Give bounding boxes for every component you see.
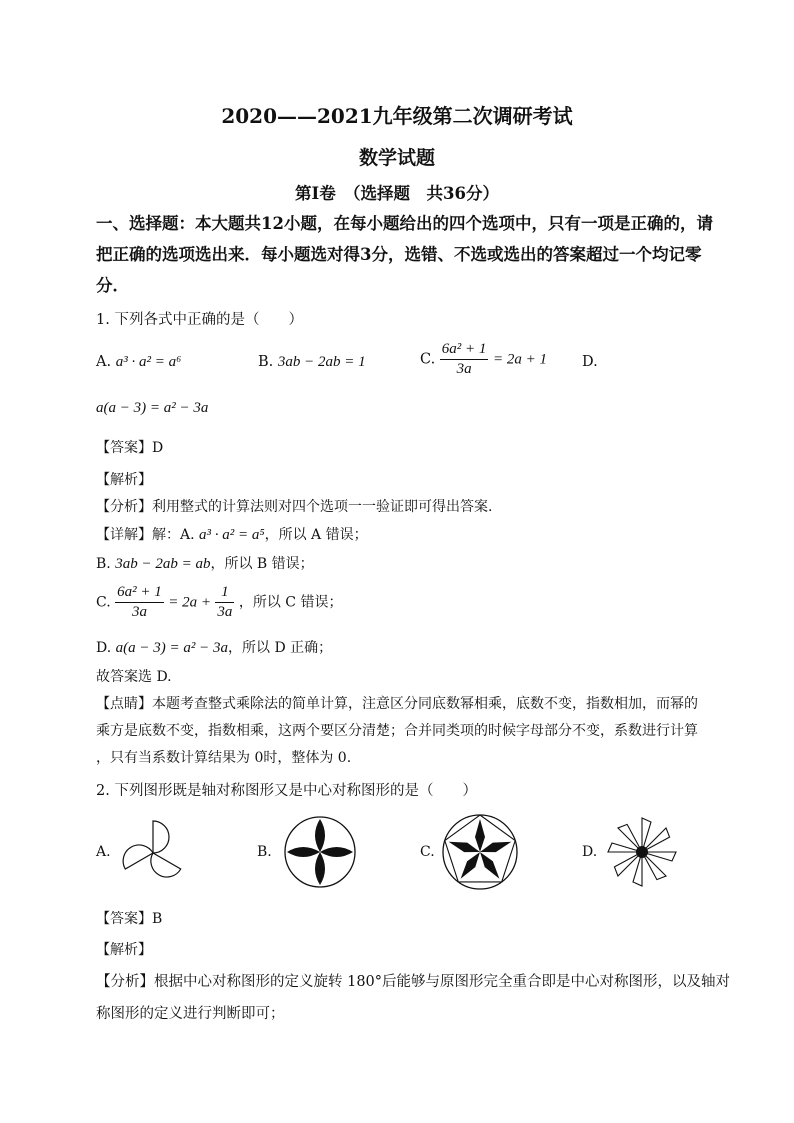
windmill-figure-d [602, 812, 682, 892]
q1-detail-a-expr: a³ · a² = a⁵ [199, 527, 265, 543]
q1-option-c [420, 340, 547, 379]
q2-fenxi-label: 【分析】 [96, 974, 154, 990]
section-title: 第Ⅰ卷 （选择题 共36分） [295, 184, 499, 203]
four-petal-circle-figure-b [282, 814, 358, 890]
q1-option-c-denominator: 3a [456, 360, 472, 377]
q1-option-d-expr: a(a − 3) = a² − 3a [96, 400, 209, 416]
q1-option-a [96, 354, 181, 371]
q1-stem: 1. 下列各式中正确的是（ ） [96, 312, 303, 328]
q1-answer-value: D [152, 440, 164, 456]
q2-option-c-label: C. [420, 844, 435, 860]
q1-option-c-fraction [440, 340, 489, 379]
page-title: 2020——2021九年级第二次调研考试 [221, 104, 573, 128]
q1-detail-a [96, 524, 368, 544]
q1-detail-c-mid: = 2a + [168, 594, 211, 611]
q2-option-a-figure [116, 816, 190, 890]
q2-fenxi-line2: 称图形的定义进行判断即可； [96, 1006, 285, 1022]
q1-dianjing-label: 【点睛】 [96, 696, 152, 712]
q1-answer-label: 【答案】 [96, 440, 152, 456]
q1-detail-label: 【详解】 [96, 527, 152, 543]
q1-detail-b-expr: 3ab − 2ab = ab [115, 556, 211, 572]
q2-analysis-label: 【解析】 [96, 942, 152, 958]
q1-option-b-expr: 3ab − 2ab = 1 [277, 354, 366, 370]
q1-detail-c-denominator: 3a [131, 603, 147, 620]
instructions-line3: 分． [96, 276, 129, 295]
q1-dianjing-line1 [96, 693, 698, 713]
q2-option-b-figure [282, 814, 358, 890]
q1-detail-d [96, 637, 332, 657]
q2-fenxi-text1: 根据中心对称图形的定义旋转 180°后能够与原图形完全重合即是中心对称图形，以及轴对 [154, 974, 731, 990]
q1-detail-c-tail: ，所以 C 错误； [238, 594, 343, 611]
q1-option-b [258, 354, 366, 371]
q1-detail-d-tail: ，所以 D 正确； [228, 640, 333, 656]
q1-option-a-label: A. [96, 354, 112, 370]
pinwheel-figure-a [116, 816, 190, 890]
q1-detail-b [96, 553, 314, 573]
q2-option-a-label: A. [96, 844, 111, 860]
q1-option-c-rhs: = 2a + 1 [493, 351, 548, 368]
q2-option-d-figure [602, 812, 682, 892]
q1-detail-b-tail: ，所以 B 错误； [210, 556, 314, 572]
q1-dianjing-line3: ，只有当系数计算结果为 0时，整体为 0. [96, 750, 352, 766]
q1-option-c-label: C. [420, 351, 436, 368]
q1-analysis-label: 【解析】 [96, 472, 152, 488]
q1-option-b-label: B. [258, 354, 274, 370]
instructions-line1: 一、选择题：本大题共12小题，在每小题给出的四个选项中，只有一项是正确的，请 [96, 214, 713, 233]
instructions-line2: 把正确的选项选出来．每小题选对得3分，选错、不选或选出的答案超过一个均记零 [96, 245, 702, 264]
q1-detail-c [96, 583, 342, 622]
q2-option-b-label: B. [257, 844, 272, 860]
q1-detail-a-tail: ，所以 A 错误； [264, 527, 368, 543]
q1-option-c-numerator: 6a² + 1 [440, 340, 489, 360]
q1-detail-d-prefix: D. [96, 640, 116, 656]
q1-detail-b-prefix: B. [96, 556, 116, 572]
q1-detail-c-prefix: C. [96, 594, 116, 611]
q1-detail-d-expr: a(a − 3) = a² − 3a [115, 640, 228, 656]
q1-fenxi-text: 利用整式的计算法则对四个选项一一验证即可得出答案. [152, 499, 493, 515]
q2-answer-value: B [152, 911, 163, 927]
q1-answer [96, 437, 163, 457]
q2-option-d-label: D. [582, 844, 598, 860]
q1-option-d-label: D. [582, 354, 598, 370]
q1-detail-c-numerator2: 1 [215, 583, 234, 603]
q1-detail-c-fraction2 [215, 583, 234, 622]
q1-detail-prefix: 解：A. [152, 527, 200, 543]
q1-detail-c-fraction [115, 583, 164, 622]
q1-dianjing-line2: 乘方是底数不变，指数相乘，这两个要区分清楚；合并同类项的时候字母部分不变，系数进行计算 [96, 723, 698, 739]
q2-option-c-figure [440, 812, 520, 892]
q1-option-a-expr: a³ · a² = a⁶ [115, 354, 182, 370]
q1-detail-c-numerator: 6a² + 1 [115, 583, 164, 603]
q2-answer-label: 【答案】 [96, 911, 152, 927]
q1-fenxi-label: 【分析】 [96, 499, 152, 515]
q2-stem: 2. 下列图形既是轴对称图形又是中心对称图形的是（ ） [96, 783, 477, 799]
page-subtitle: 数学试题 [358, 147, 435, 169]
q1-detail-c-denominator2: 3a [217, 603, 233, 620]
q1-conclusion: 故答案选 D. [96, 669, 172, 685]
q1-fenxi [96, 496, 492, 516]
pentagon-star-circle-figure-c [440, 812, 520, 892]
q1-dianjing-text1: 本题考查整式乘除法的简单计算，注意区分同底数幂相乘，底数不变，指数相加，而幂的 [152, 696, 698, 712]
q2-fenxi-line1 [96, 970, 730, 991]
q2-answer [96, 908, 162, 928]
